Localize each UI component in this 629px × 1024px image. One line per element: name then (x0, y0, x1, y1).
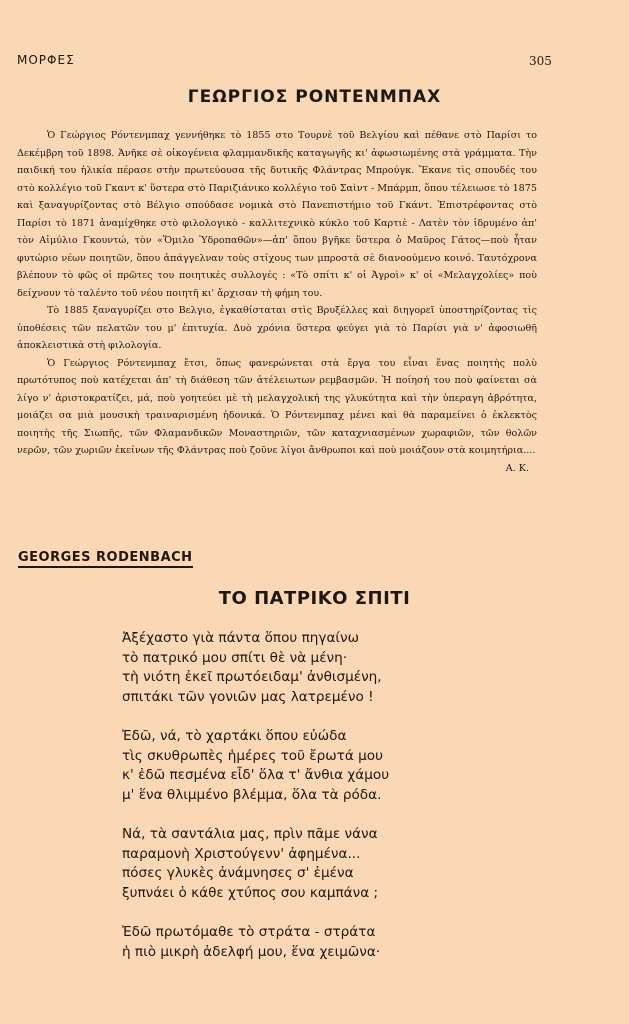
poem-line: τὴ νιότη ἐκεῖ πρωτόειδαμ' ἀνθισμένη, (122, 669, 382, 686)
poem-stanza (122, 727, 389, 805)
poem-title: ΤΟ ΠΑΤΡΙΚΟ ΣΠΙΤΙ (218, 588, 411, 609)
signature: Α. Κ. (505, 462, 529, 474)
poem-line: παραμονὴ Χριστούγενν' ἀφημένα... (122, 845, 361, 862)
poem-line: κ' ἐδῶ πεσμένα εἶδ' ὅλα τ' ἄνθια χάμου (122, 767, 390, 784)
biography-paragraph: Ὁ Γεώργιος Ρόντενμπαχ γεννήθηκε τὸ 1855 στο Τουρνὲ τοῦ Βελγίου καὶ πέθανε στὸ Παρίσι το Δεκέμβρη τοῦ 1898. Ἀνῆκε σὲ οἰκογένεια φλαμμανδικῆς καταγωγῆς κι' ἀφωσιωμένης στὰ γράμματα. Τὴν παιδική του ἡλικία πέρασε στὴν πρωτεύουσα τῆς δυτικῆς Φλάντρας Μπρούγκ. Ἔκανε τὶς σπουδές του στὸ κολλέγιο τοῦ Γκαντ κ' ὕστερα στὸ Παριζιάνικο κολλέγιο τοῦ Σαὶντ - Μπάρμπ, ὅπου τέλειωσε τὸ 1875 καὶ ξαναγυρίζοντας στὸ Βέλγιο σπούδασε νομικὰ στὸ Πανεπιστήμιο τοῦ Γκάντ. Ἐπιστρέφοντας στὸ Παρίσι τὸ 1871 ἀναμίχθηκε στὸ φιλολογικὸ - καλλιτεχνικὸ κύκλο τοῦ Καρτιὲ - Λατὲν τὸν ἱδρυμένο ἀπ' τὸν Αἰμύλιο Γκουντώ, τὸν «Ὅμιλο Ὑδροπαθῶν»—ἀπ' ὅπου βγῆκε ὕστερα ὁ Μαῦρος Γάτος—ποὺ ἦταν φυτώριο νέων ποιητῶν, ὅπου ἀπάγγελναν τοὺς στίχους των μπροστὰ σὲ διανοούμενο κοινό. Ταυτόχρονα βλέπουν τὸ φῶς οἱ πρῶτες του ποιητικὲς συλλογές : «Τὸ σπίτι κ' οἱ Ἀγροὶ» κ' οἱ «Μελαγχολίες» ποὺ δείχνουν τὸ ταλέντο τοῦ νέου ποιητῆ κι' ἄρχισαν τὴ φήμη του. (17, 130, 537, 299)
poem-line: σπιτάκι τῶν γονιῶν μας λατρεμένο ! (122, 688, 374, 705)
biography-paragraph: Ὁ Γεώργιος Ρόντενμπαχ ἔτσι, ὅπως φανερώνεται στὰ ἔργα του εἶναι ἕνας ποιητὴς πολὺ πρωτότυπος ποὺ κατέχεται ἀπ' τὴ διάθεση τῶν ἀτέλειωτων ρεμβασμῶν. Ἡ ποίησή του ποὺ φαίνεται σὰ λίγο ν' ἀριστοκρατίζει, μά, ποὺ γοητεύει μὲ τὴ μελαγχολική της γλυκύτητα καὶ τὴν ὑπεραγη ἀβρότητα, μοιάζει σα μιὰ μουσικὴ τραιναρισμένη ἡδονικά. Ὁ Ρόντενμπαχ μένει καὶ θὰ παραμείνει ὁ ἐκλεκτὸς ποιητὴς τῆς Σιωπῆς, τῶν Φλαμανδικῶν Μοναστηριῶν, τῶν καταχνιασμένων χωραφιῶν, τῶν θολῶν νερῶν, τῶν χωριῶν ἐκείνων τῆς Φλάντρας ποὺ ζοῦνε λίγοι ἄνθρωποι καὶ ποὺ μοιάζουν στὰ κοιμητήρια.... (17, 357, 537, 456)
poem-line: μ' ἕνα θλιμμένο βλέμμα, ὅλα τὰ ρόδα. (122, 786, 382, 803)
signature-row (17, 460, 537, 478)
poem-line: τὶς σκυθρωπὲς ἡμέρες τοῦ ἔρωτά μου (122, 747, 383, 764)
poem-body (122, 629, 389, 982)
poem-author: GEORGES RODENBACH (18, 550, 193, 568)
running-header: ΜΟΡΦΕΣ (17, 53, 75, 67)
biography-text (17, 127, 537, 477)
poem-line: Ἐδῶ πρωτόμαθε τὸ στράτα - στράτα (122, 923, 376, 940)
poem-stanza (122, 629, 389, 707)
poem-line: ἡ πιὸ μικρὴ ἀδελφή μου, ἕνα χειμῶνα· (122, 943, 381, 960)
poem-line: πόσες γλυκὲς ἀνάμνησες σ' ἐμένα (122, 865, 354, 882)
page-number: 305 (529, 54, 552, 68)
poem-stanza (122, 923, 389, 962)
poem-line: τὸ πατρικό μου σπίτι θὲ νὰ μένη· (122, 649, 348, 666)
poem-line: ξυπνάει ὁ κάθε χτύπος σου καμπάνα ; (122, 884, 379, 901)
poem-line: Νά, τὰ σαντάλια μας, πρὶν πᾶμε νάνα (122, 825, 378, 842)
biography-title: ΓΕΩΡΓΙΟΣ ΡΟΝΤΕΝΜΠΑΧ (187, 87, 442, 107)
poem-line: Ἀξέχαστο γιὰ πάντα ὅπου πηγαίνω (122, 630, 359, 646)
poem-stanza (122, 825, 389, 903)
poem-line: Ἐδῶ, νά, τὸ χαρτάκι ὅπου εὐώδα (122, 727, 347, 744)
biography-paragraph: Τὸ 1885 ξαναγυρίζει στο Βελγιο, ἐγκαθίσταται στὶς Βρυξέλλες καὶ διηγορεῖ ὑποστηρίζοντας τὶς ὑποθέσεις τῶν πελατῶν του μ' ἐπιτυχία. Δυὸ χρόνια ὕστερα φεύγει γιὰ τὸ Παρίσι γιὰ ν' ἀφοσιωθῆ ἀποκλειστικὰ στὴ φιλολογία. (17, 305, 537, 351)
